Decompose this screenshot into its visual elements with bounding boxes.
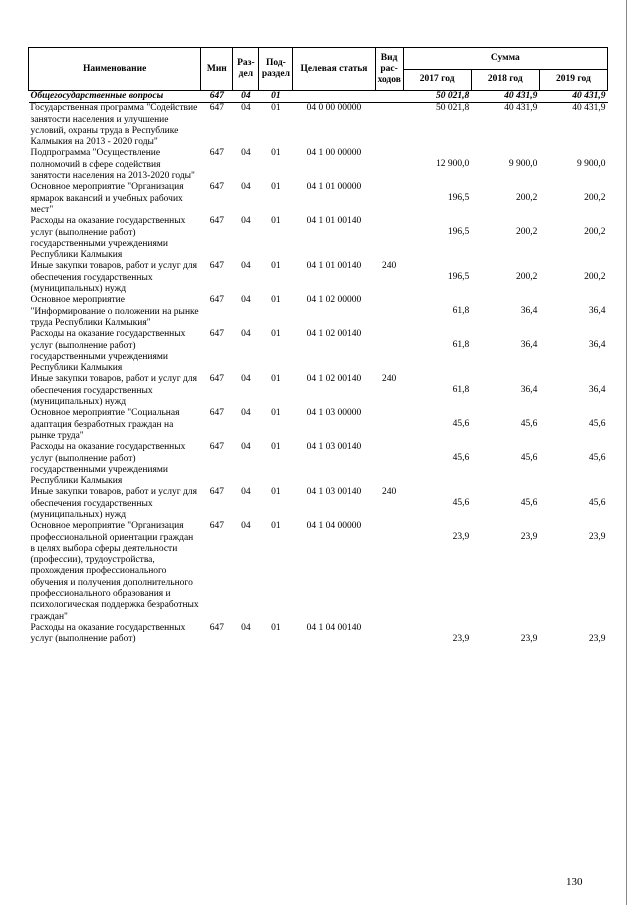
row-2017: 12 900,0 (435, 159, 470, 170)
row-2017: 23,9 (452, 633, 470, 644)
budget-table (28, 47, 608, 646)
table-row (29, 374, 608, 408)
row-name: Основное мероприятие "Организация ярмарок вакансий и учебных рабочих мест" (30, 182, 184, 215)
row-min: 647 (209, 374, 224, 385)
row-vid: 240 (381, 374, 397, 385)
table-row (29, 216, 608, 261)
row-vid: 240 (381, 261, 397, 272)
row-podrazdel: 01 (271, 408, 281, 419)
row-target: 04 1 01 00000 (306, 182, 362, 193)
row-min: 647 (209, 487, 224, 498)
row-target: 04 1 02 00140 (306, 329, 362, 340)
row-podrazdel: 01 (271, 622, 281, 633)
row-target: 04 1 01 00140 (306, 261, 362, 272)
table-row-section (29, 91, 608, 103)
row-vid (375, 91, 403, 103)
row-2019: 23,9 (588, 532, 606, 543)
row-2019: 45,6 (588, 419, 606, 430)
row-2018: 200,2 (515, 193, 538, 204)
header-2018: 2018 год (471, 69, 539, 91)
row-razdel: 04 (233, 91, 259, 103)
row-target: 04 1 04 00000 (306, 521, 362, 532)
row-podrazdel: 01 (271, 216, 281, 227)
row-podrazdel: 01 (271, 261, 281, 272)
row-name: Основное мероприятие "Организация профессиональной ориентации граждан в целях выбора сферы деятельности (профессии), трудоустройства, прохождения профессионального обучения и получения дополнительного профессионального образования и психологическая поддержка безработных граждан" (30, 521, 199, 622)
table-row (29, 295, 608, 329)
row-2017: 50 021,8 (403, 91, 471, 103)
row-2018: 23,9 (520, 532, 538, 543)
row-target: 04 1 04 00140 (306, 622, 362, 633)
row-2018: 45,6 (520, 498, 538, 509)
row-2017: 45,6 (452, 419, 470, 430)
row-2017: 61,8 (452, 385, 470, 396)
row-name: Расходы на оказание государственных услуг (выполнение работ) государственными учреждениями Республики Калмыкия (30, 329, 186, 374)
row-target: 04 1 01 00140 (306, 216, 362, 227)
row-target: 04 1 00 00000 (306, 148, 362, 159)
row-min: 647 (201, 91, 233, 103)
table-row (29, 408, 608, 442)
row-2018: 200,2 (515, 227, 538, 238)
row-2018: 9 900,0 (508, 159, 538, 170)
row-podrazdel: 01 (271, 182, 281, 193)
row-2019: 23,9 (588, 633, 606, 644)
row-target: 04 1 03 00000 (306, 408, 362, 419)
row-name: Подпрограмма "Осуществление полномочий в сфере содействия занятости населения на 2013-2020 годы" (30, 148, 195, 182)
row-vid (375, 408, 403, 442)
row-2017: 45,6 (452, 498, 470, 509)
row-2019: 36,4 (588, 340, 606, 351)
row-2019: 200,2 (584, 193, 606, 204)
row-podrazdel: 01 (271, 374, 281, 385)
row-2019: 45,6 (588, 453, 606, 464)
row-name: Иные закупки товаров, работ и услуг для обеспечения государственных (муниципальных) нужд (30, 374, 197, 408)
row-razdel: 04 (241, 295, 251, 306)
row-podrazdel: 01 (271, 442, 281, 453)
row-podrazdel: 01 (271, 103, 281, 114)
header-2019: 2019 год (539, 69, 607, 91)
table-row (29, 182, 608, 216)
row-vid (375, 442, 403, 487)
row-podrazdel: 01 (271, 148, 281, 159)
row-2017: 50 021,8 (435, 103, 470, 114)
row-2019: 9 900,0 (577, 159, 606, 170)
row-target: 04 0 00 00000 (306, 103, 362, 114)
table-body (29, 91, 608, 646)
row-2019: 200,2 (584, 272, 606, 283)
row-min: 647 (209, 182, 224, 193)
row-2019: 40 431,9 (539, 91, 607, 103)
page-edge (626, 0, 627, 905)
table-row (29, 442, 608, 487)
row-vid (375, 623, 403, 646)
row-min: 647 (209, 329, 224, 340)
row-vid (375, 148, 403, 182)
row-2017: 61,8 (452, 340, 470, 351)
row-2017: 23,9 (452, 532, 470, 543)
row-razdel: 04 (241, 374, 251, 385)
row-podrazdel: 01 (271, 295, 281, 306)
header-name: Наименование (29, 48, 201, 91)
row-podrazdel: 01 (271, 487, 281, 498)
header-min: Мин (201, 48, 233, 91)
row-2019: 36,4 (588, 306, 606, 317)
row-name: Иные закупки товаров, работ и услуг для обеспечения государственных (муниципальных) нужд (30, 261, 197, 295)
row-podrazdel: 01 (271, 521, 281, 532)
row-min: 647 (209, 103, 224, 114)
row-2017: 196,5 (447, 227, 470, 238)
header-target: Целевая статья (293, 48, 375, 91)
header-2017: 2017 год (403, 69, 471, 91)
row-2019: 36,4 (588, 385, 606, 396)
row-min: 647 (209, 261, 224, 272)
row-razdel: 04 (241, 408, 251, 419)
row-razdel: 04 (241, 487, 251, 498)
row-min: 647 (209, 148, 224, 159)
row-2018: 40 431,9 (471, 91, 539, 103)
row-razdel: 04 (241, 182, 251, 193)
row-2017: 196,5 (447, 193, 470, 204)
row-2017: 196,5 (447, 272, 470, 283)
page-number: 130 (566, 876, 583, 888)
row-min: 647 (209, 216, 224, 227)
row-min: 647 (209, 442, 224, 453)
row-target: 04 1 03 00140 (306, 442, 362, 453)
row-target (293, 91, 375, 103)
row-razdel: 04 (241, 103, 251, 114)
row-2019: 40 431,9 (572, 103, 606, 114)
row-podrazdel: 01 (259, 91, 293, 103)
row-target: 04 1 02 00140 (306, 374, 362, 385)
row-target: 04 1 03 00140 (306, 487, 362, 498)
row-razdel: 04 (241, 329, 251, 340)
row-name: Общегосударственные вопросы (29, 91, 201, 103)
row-min: 647 (209, 295, 224, 306)
row-vid (375, 216, 403, 261)
row-razdel: 04 (241, 148, 251, 159)
row-vid: 240 (381, 487, 397, 498)
row-min: 647 (209, 521, 224, 532)
table-row (29, 261, 608, 295)
row-min: 647 (209, 622, 224, 633)
header-razdel: Раз-дел (233, 48, 259, 91)
header-sum: Сумма (403, 48, 607, 70)
row-target: 04 1 02 00000 (306, 295, 362, 306)
table-row (29, 623, 608, 646)
row-razdel: 04 (241, 622, 251, 633)
row-vid (375, 182, 403, 216)
row-2018: 36,4 (520, 340, 538, 351)
row-razdel: 04 (241, 442, 251, 453)
row-razdel: 04 (241, 261, 251, 272)
row-name: Основное мероприятие "Социальная адаптация безработных граждан на рынке труда" (30, 408, 180, 441)
row-2018: 23,9 (520, 633, 538, 644)
table-row (29, 521, 608, 623)
row-razdel: 04 (241, 521, 251, 532)
row-name: Расходы на оказание государственных услуг (выполнение работ) (30, 622, 186, 645)
row-2018: 36,4 (520, 385, 538, 396)
row-vid (375, 295, 403, 329)
row-vid (375, 103, 403, 149)
table-row (29, 487, 608, 521)
row-2018: 45,6 (520, 453, 538, 464)
header-vid: Вид рас-ходов (375, 48, 403, 91)
table-row (29, 148, 608, 182)
table-row (29, 103, 608, 149)
row-2018: 40 431,9 (504, 103, 538, 114)
table-header (29, 48, 608, 91)
row-name: Государственная программа "Содействие занятости населения и улучшение условий, охраны труда в Республике Калмыкия на 2013 - 2020 годы" (30, 103, 198, 148)
row-2018: 36,4 (520, 306, 538, 317)
row-2019: 200,2 (584, 227, 606, 238)
row-vid (375, 329, 403, 374)
row-2018: 200,2 (515, 272, 538, 283)
row-name: Иные закупки товаров, работ и услуг для обеспечения государственных (муниципальных) нужд (30, 487, 197, 520)
row-2017: 45,6 (452, 453, 470, 464)
row-vid (375, 521, 403, 623)
row-razdel: 04 (241, 216, 251, 227)
row-2018: 45,6 (520, 419, 538, 430)
row-2017: 61,8 (452, 306, 470, 317)
row-name: Расходы на оказание государственных услуг (выполнение работ) государственными учреждениями Республики Калмыкия (30, 216, 186, 261)
row-podrazdel: 01 (271, 329, 281, 340)
table-row (29, 329, 608, 374)
row-name: Основное мероприятие "Информирование о положении на рынке труда Республики Калмыкия" (30, 295, 199, 328)
row-2019: 45,6 (588, 498, 606, 509)
row-min: 647 (209, 408, 224, 419)
header-podrazdel: Под-раздел (259, 48, 293, 91)
row-name: Расходы на оказание государственных услуг (выполнение работ) государственными учреждениями Республики Калмыкия (30, 442, 186, 487)
